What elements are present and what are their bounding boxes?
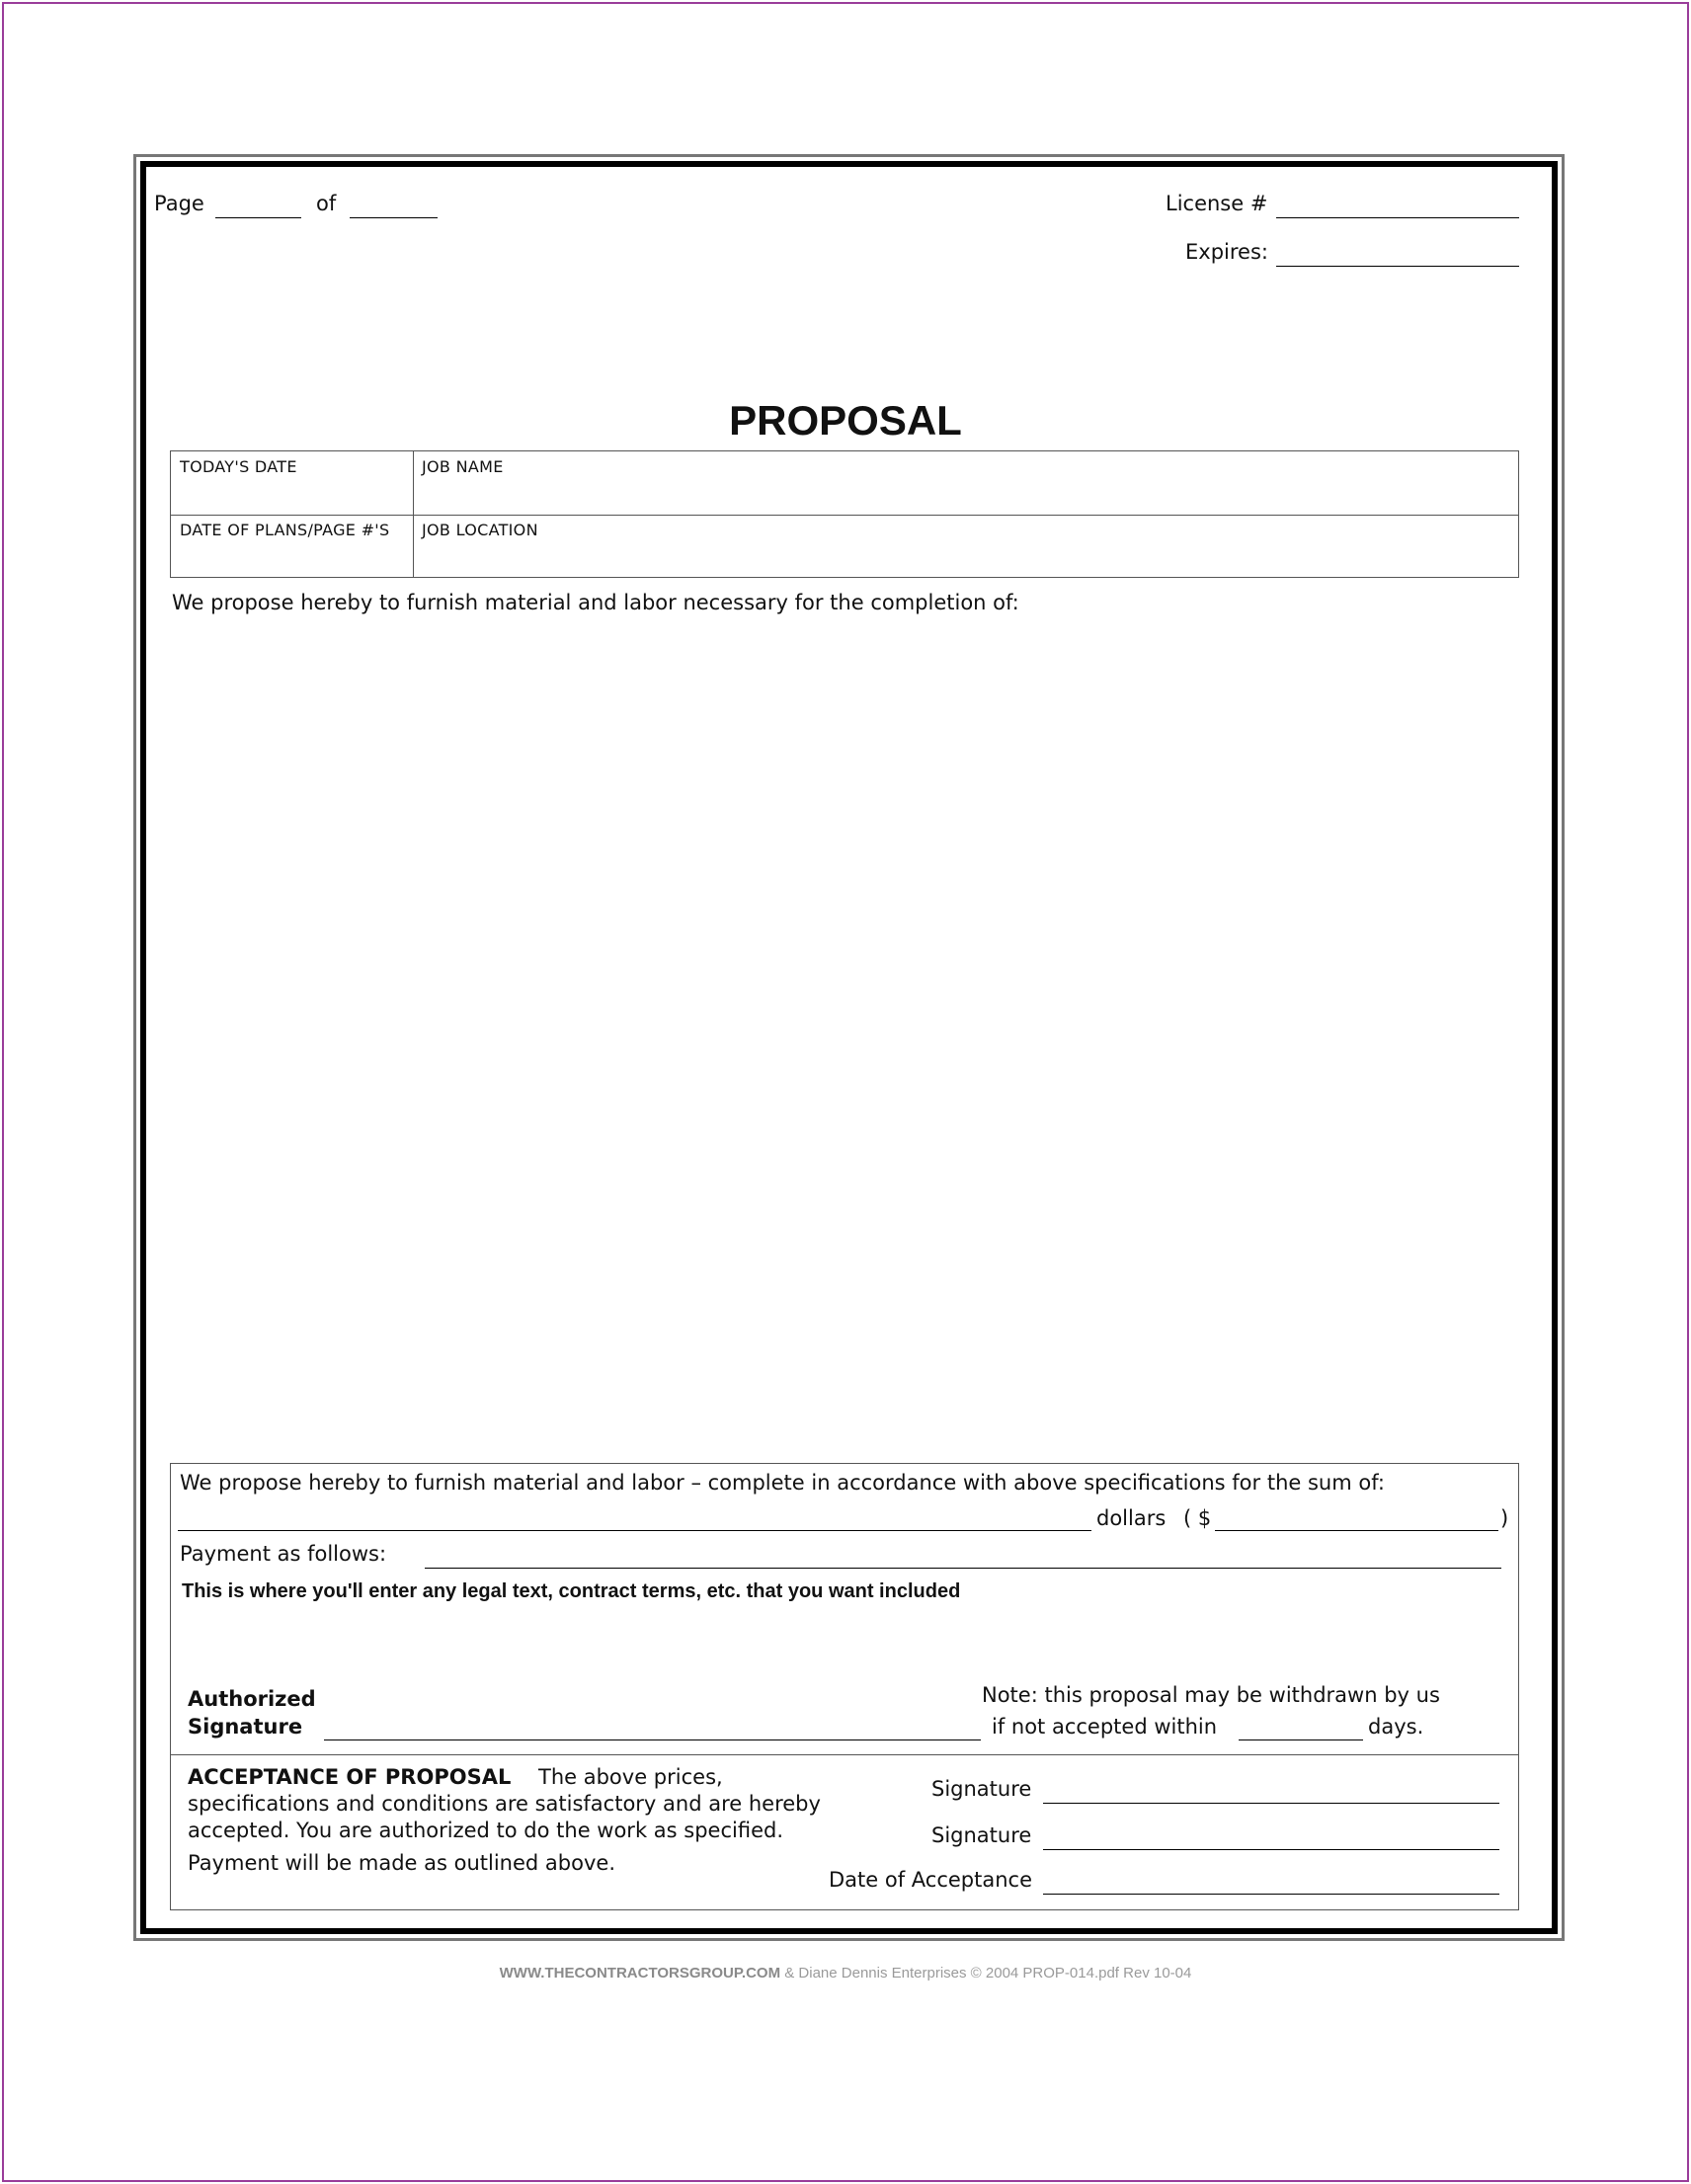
legal-text: This is where you'll enter any legal text, contract terms, etc. that you want included: [182, 1580, 961, 1602]
payment-terms-field[interactable]: [425, 1568, 1501, 1569]
footer-rest: & Diane Dennis Enterprises © 2004 PROP-014.pdf Rev 10-04: [780, 1965, 1192, 1982]
acceptance-line2: specifications and conditions are satisfactory and are hereby: [188, 1792, 821, 1816]
date-of-plans-field[interactable]: [173, 540, 410, 576]
note-line2-suffix: days.: [1368, 1715, 1424, 1739]
withdraw-days-field[interactable]: [1239, 1739, 1363, 1740]
acceptance-signature-field-2[interactable]: [1043, 1849, 1499, 1850]
authorized-signature-field[interactable]: [324, 1739, 981, 1740]
acceptance-heading: ACCEPTANCE OF PROPOSAL: [188, 1765, 512, 1789]
dollars-label: dollars: [1096, 1506, 1167, 1530]
authorized-label-line1: Authorized: [188, 1687, 316, 1711]
todays-date-field[interactable]: [173, 477, 410, 513]
authorized-label-line2: Signature: [188, 1715, 303, 1739]
job-name-field[interactable]: [416, 477, 1516, 513]
date-of-acceptance-field[interactable]: [1043, 1894, 1499, 1895]
sum-in-words-field[interactable]: [178, 1530, 1091, 1531]
page-total-field[interactable]: [350, 217, 438, 218]
acceptance-line1: The above prices,: [538, 1765, 723, 1789]
intro-text: We propose hereby to furnish material and labor necessary for the completion of:: [172, 591, 1019, 614]
job-location-label: JOB LOCATION: [422, 521, 538, 539]
note-line1: Note: this proposal may be withdrawn by us: [982, 1683, 1440, 1707]
signature-label-1: Signature: [931, 1777, 1032, 1801]
footer-site: WWW.THECONTRACTORSGROUP.COM: [499, 1965, 781, 1982]
acceptance-line4: Payment will be made as outlined above.: [188, 1851, 615, 1875]
signature-label-2: Signature: [931, 1823, 1032, 1847]
sum-sentence: We propose hereby to furnish material and labor – complete in accordance with above specifications for the sum of:: [180, 1471, 1385, 1495]
work-description-area[interactable]: [172, 632, 1519, 1442]
page-label: Page: [154, 192, 204, 215]
note-line2-prefix: if not accepted within: [992, 1715, 1218, 1739]
expires-field[interactable]: [1276, 266, 1519, 267]
job-info-grid: [170, 450, 1519, 578]
acceptance-line3: accepted. You are authorized to do the work as specified.: [188, 1819, 783, 1842]
job-name-label: JOB NAME: [422, 457, 504, 476]
footer-credit: [0, 1965, 1691, 1982]
sum-amount-field[interactable]: [1215, 1530, 1498, 1531]
date-of-acceptance-label: Date of Acceptance: [829, 1868, 1033, 1892]
page-number-field[interactable]: [215, 217, 301, 218]
dollar-sign: ( $: [1183, 1506, 1212, 1530]
date-of-plans-label: DATE OF PLANS/PAGE #'S: [180, 521, 390, 539]
dollar-close: ): [1500, 1506, 1509, 1530]
of-label: of: [316, 192, 337, 215]
license-number-field[interactable]: [1276, 217, 1519, 218]
todays-date-label: TODAY'S DATE: [180, 457, 297, 476]
job-location-field[interactable]: [416, 540, 1516, 576]
license-label: License #: [1166, 192, 1268, 215]
page-title: PROPOSAL: [729, 397, 962, 444]
expires-label: Expires:: [1185, 240, 1268, 264]
acceptance-signature-field-1[interactable]: [1043, 1803, 1499, 1804]
payment-label: Payment as follows:: [180, 1542, 387, 1566]
